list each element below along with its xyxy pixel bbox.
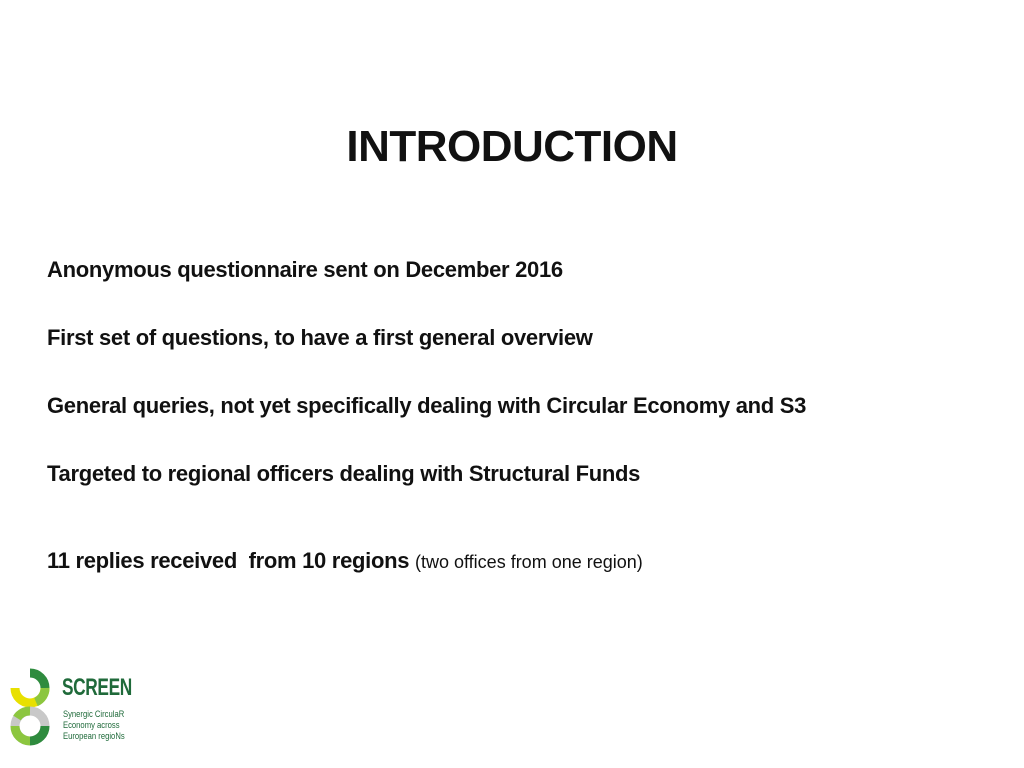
bullet-item: Targeted to regional officers dealing with Structural Funds <box>47 461 641 486</box>
slide-title: INTRODUCTION <box>346 122 678 171</box>
screen-logo-icon <box>6 668 54 748</box>
screen-logo-name: SCREEN <box>62 674 132 701</box>
screen-logo-tagline <box>63 709 125 742</box>
screen-logo <box>6 668 136 750</box>
logo-tagline-line: European regioNs <box>63 731 125 741</box>
bullet-item-replies <box>47 548 643 574</box>
bullet-item: Anonymous questionnaire sent on December 2016 <box>47 257 563 282</box>
replies-note: (two offices from one region) <box>414 552 643 572</box>
replies-text: 11 replies received from 10 regions <box>47 548 410 573</box>
bullet-item: First set of questions, to have a first general overview <box>47 325 593 350</box>
logo-tagline-line: Synergic CirculaR <box>63 709 125 719</box>
logo-tagline-line: Economy across <box>63 720 120 730</box>
bullet-item: General queries, not yet specifically dealing with Circular Economy and S3 <box>47 393 807 418</box>
